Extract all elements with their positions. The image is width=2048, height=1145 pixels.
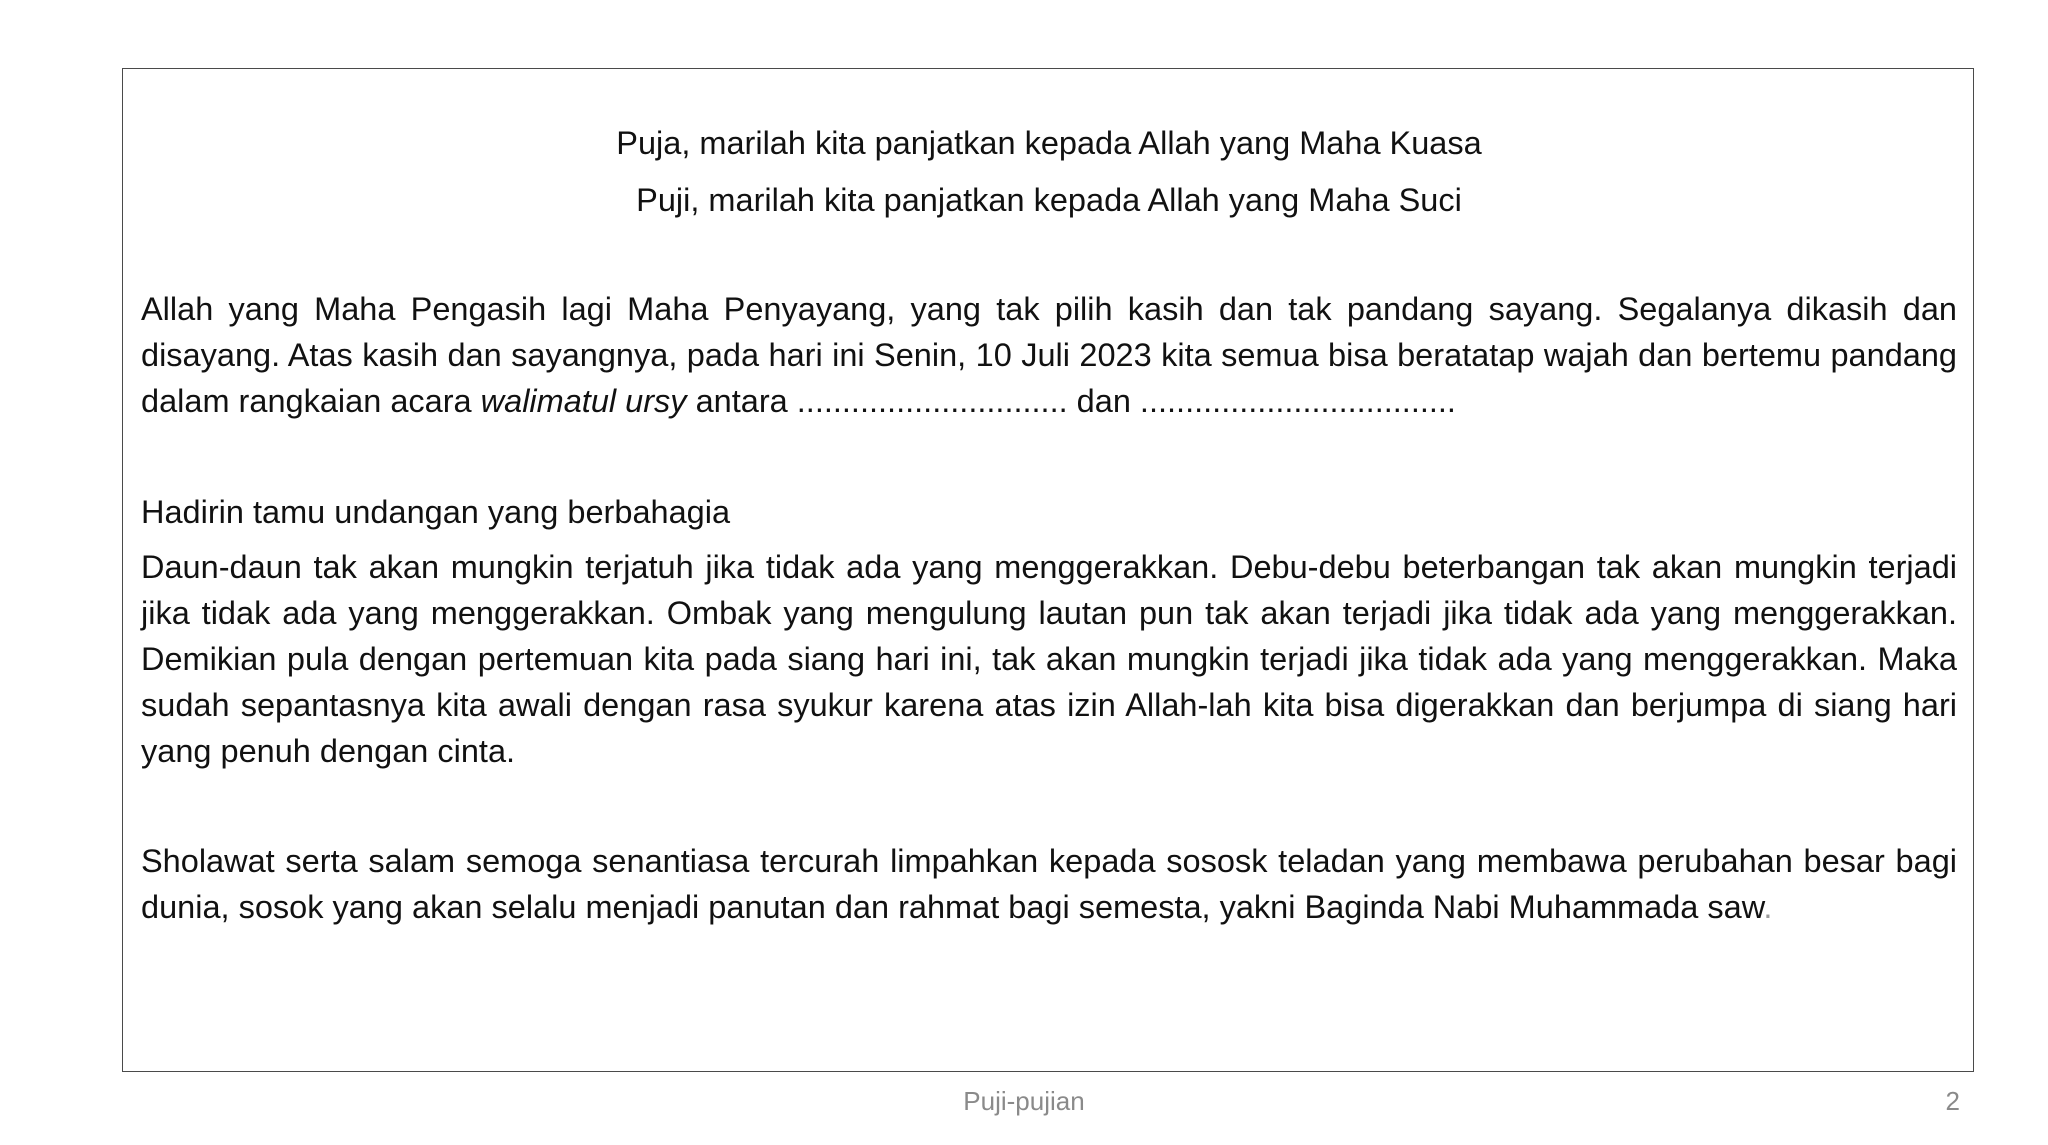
greeting: Hadirin tamu undangan yang berbahagia (141, 494, 731, 530)
paragraph-3-block (141, 838, 1957, 930)
heading-line-2: Puji, marilah kita panjatkan kepada Allah yang Maha Suci (636, 182, 1462, 218)
paragraph-3-text: Sholawat serta salam semoga senantiasa tercurah limpahkan kepada sososk teladan yang membawa perubahan besar bagi dunia, sosok yang akan selalu menjadi panutan dan rahmat bagi semesta, yakni Baginda Nabi Muhammada saw (141, 843, 1957, 925)
page-number: 2 (1945, 1086, 1960, 1116)
footer-title: Puji-pujian (963, 1086, 1085, 1116)
slide-heading-block (141, 115, 1957, 229)
paragraph-2: Daun-daun tak akan mungkin terjatuh jika tidak ada yang menggerakkan. Debu-debu beterbangan tak akan mungkin terjadi jika tidak ada yang menggerakkan. Ombak yang mengulung lautan pun tak akan terjadi jika tidak ada yang menggerakkan. Demikian pula dengan pertemuan kita pada siang hari ini, tak akan mungkin terjadi jika tidak ada yang menggerakkan. Maka sudah sepantasnya kita awali dengan rasa syukur karena atas izin Allah-lah kita bisa digerakkan dan berjumpa di siang hari yang penuh dengan cinta. (141, 549, 1957, 769)
paragraph-1 (141, 286, 1957, 424)
paragraph-1-italic: walimatul ursy (480, 383, 687, 419)
paragraph-3-period: . (1763, 889, 1773, 925)
paragraph-1-text: Allah yang Maha Pengasih lagi Maha Penyayang, yang tak pilih kasih dan tak pandang sayang. Segalanya dikasih dan disayang. Atas kasih dan sayangnya, pada hari ini Senin, 10 Juli 2023 kita semua bisa beratatap wajah dan bertemu pandang dalam rangkaian acara (141, 291, 1957, 419)
greeting-block (141, 488, 1957, 536)
heading-line-1: Puja, marilah kita panjatkan kepada Allah yang Maha Kuasa (616, 125, 1482, 161)
paragraph-1-tail: antara .............................. dan ................................... (686, 383, 1456, 419)
paragraph-2-block (141, 544, 1957, 774)
